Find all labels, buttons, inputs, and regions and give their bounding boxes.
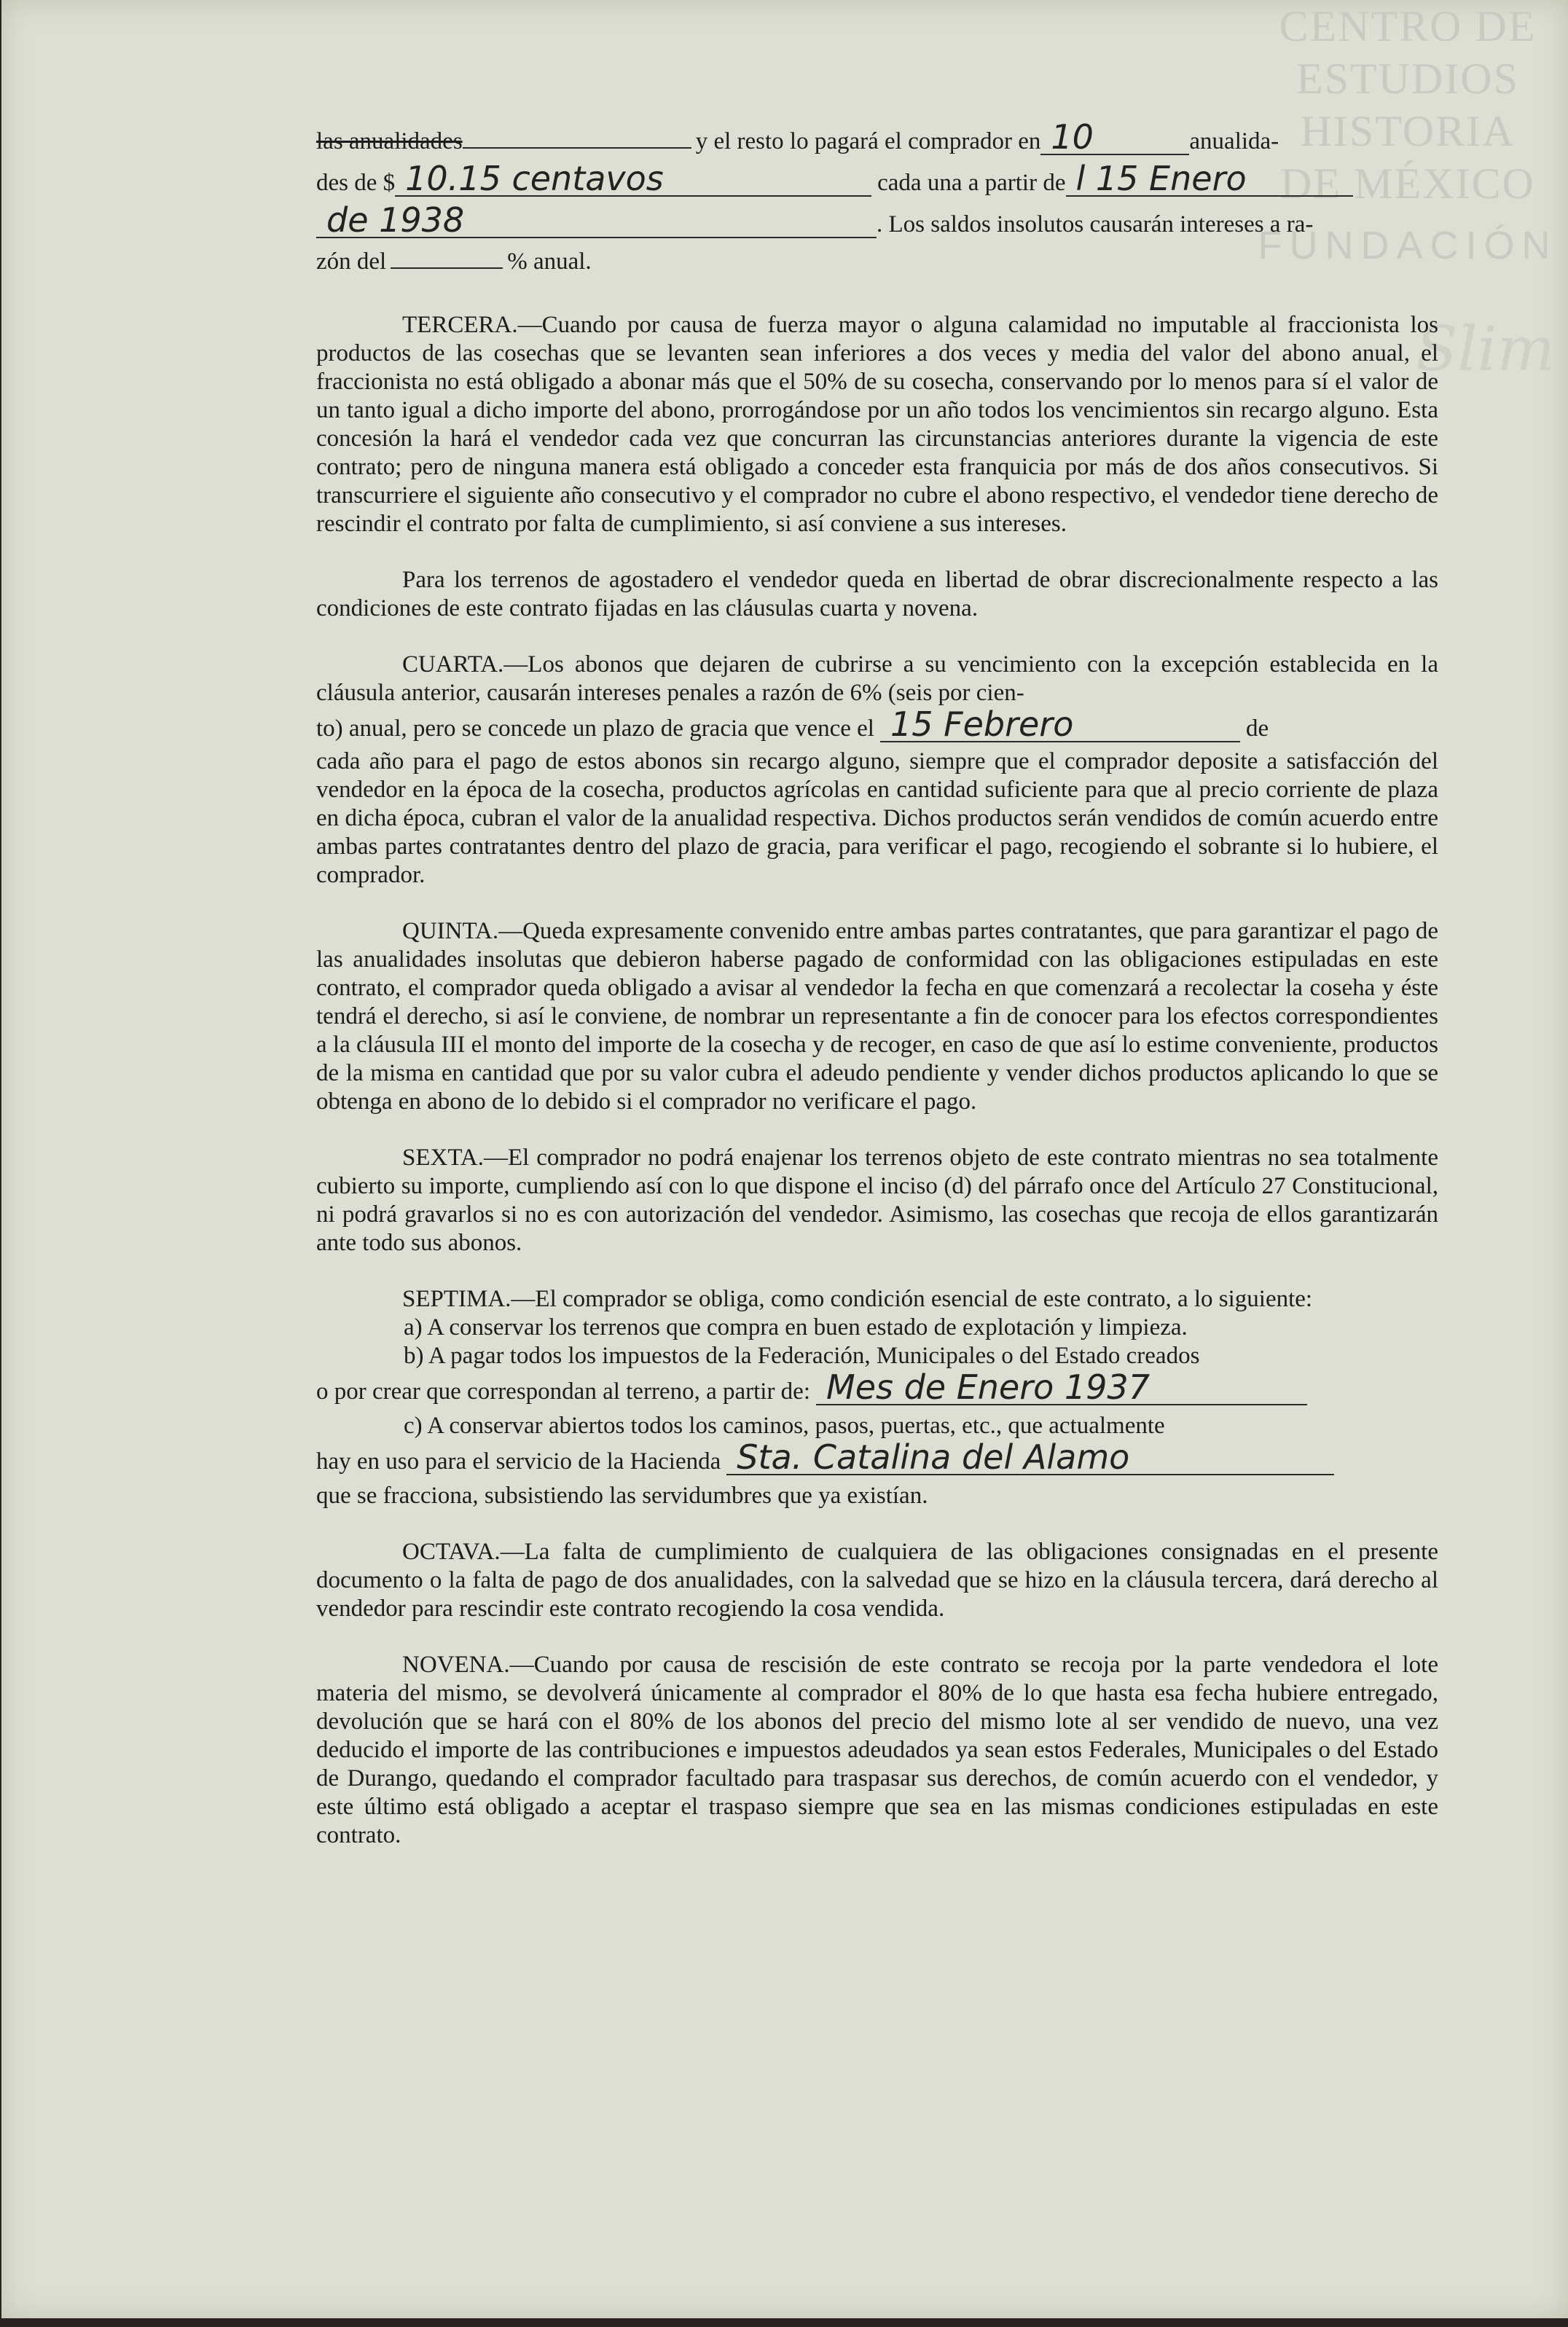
clause-octava: OCTAVA.—La falta de cumplimiento de cualquiera de las obligaciones consignadas en el presente documento o la falta de pago de dos anualidades, con la salvedad que se hizo en la cláusula tercera, dará derecho al vendedor para rescindir este contrato recogiendo la cosa vendida. (316, 1539, 1438, 1622)
handwritten-year: de 1938 (316, 203, 877, 238)
septima-item-b: b) A pagar todos los impuestos de la Federación, Municipales o del Estado creados (404, 1343, 1200, 1369)
watermark-signature: Slim (1416, 313, 1555, 385)
handwritten-tax-start: Mes de Enero 1937 (816, 1370, 1307, 1405)
header-text: % anual. (507, 248, 592, 275)
header-text: zón del (316, 248, 387, 275)
septima-date-line (316, 1367, 1438, 1407)
header-line-3 (316, 200, 1438, 240)
clause-text: to) anual, pero se concede un plazo de gracia que vence el (316, 715, 874, 742)
blank-field (463, 147, 691, 149)
clause-cuarta-cont: cada año para el pago de estos abonos sin recargo alguno, siempre que el comprador deposite a satisfacción del vendedor en la época de la cosecha, productos agrícolas en cantidad suficiente para que al precio corriente de plaza en dicha época, cubran el valor de la anualidad respectiva. Dichos productos serán vendidos de común acuerdo entre ambas partes contratantes dentro del plazo de gracia, para verificar el pago, recogiendo el sobrante si lo hubiere, el comprador. (316, 748, 1438, 888)
struck-text: las anualidades (316, 128, 463, 154)
header-text: des de $ (316, 170, 396, 196)
header-line-4 (316, 248, 1438, 276)
septima-item-c: c) A conservar abiertos todos los caminos, pasos, puertas, etc., que actualmente (404, 1413, 1165, 1439)
clause-cuarta: CUARTA.—Los abonos que dejaren de cubrirse a su vencimiento con la excepción establecida en la cláusula anterior, causarán intereses penales a razón de 6% (seis por cien- (316, 651, 1438, 706)
blank-field (391, 267, 503, 269)
clause-tercera: TERCERA.—Cuando por causa de fuerza mayor o alguna calamidad no imputable al fraccionista los productos de las cosechas que se levanten sean inferiores a dos veces y media del valor del abono anual, el fraccionista no está obligado a abonar más que el 50% de su cosecha, conservando por lo menos para sí el valor de un tanto igual a dicho importe del abono, prorrogándose por un año todos los vencimientos sin recargo alguno. Esta concesión la hará el vendedor cada vez que concurran las circunstancias anteriores durante la vigencia de este contrato; pero de ninguna manera está obligado a conceder esta franquicia por más de dos años consecutivos. Si transcurriere el siguiente año consecutivo y el comprador no cubre el abono respectivo, el vendedor tiene derecho de rescindir el contrato por falta de cumplimiento, si así conviene a sus intereses. (316, 312, 1438, 537)
clause-text: de (1245, 715, 1269, 742)
watermark-line: HISTORIA (1300, 107, 1516, 155)
header-text: cada una a partir de (877, 170, 1066, 196)
header-text: anualida- (1189, 128, 1279, 154)
handwritten-start-date: l 15 Enero (1066, 162, 1353, 197)
clause-sexta: SEXTA.—El comprador no podrá enajenar los terrenos objeto de este contrato mientras no sea totalmente cubierto su importe, cumpliendo así con lo que dispone el inciso (d) del párrafo once del Artículo 27 Constitucional, ni podrá gravarlos si no es con autorización del vendedor. Asimismo, las cosechas que recoja de ellos garantizarán ante todo sus abonos. (316, 1145, 1438, 1256)
watermark-line: CENTRO DE (1279, 2, 1537, 50)
handwritten-grace-date: 15 Febrero (880, 707, 1240, 742)
cuarta-grace-line (316, 707, 1438, 743)
clause-text: o por crear que correspondan al terreno, a partir de: (316, 1378, 810, 1405)
watermark-line: FUNDACIÓN (1258, 224, 1558, 267)
septima-closing: que se fracciona, subsistiendo las servidumbres que ya existían. (316, 1483, 928, 1509)
header-text: . Los saldos insolutos causarán intereses a ra- (877, 211, 1314, 238)
document-page (1, 0, 1568, 2318)
handwritten-hacienda: Sta. Catalina del Alamo (726, 1440, 1334, 1475)
header-text: y el resto lo pagará el comprador en (695, 128, 1041, 154)
clause-septima: SEPTIMA.—El comprador se obliga, como condición esencial de este contrato, a lo siguiente: (402, 1286, 1313, 1312)
watermark-line: DE MÉXICO (1280, 160, 1535, 208)
clause-novena: NOVENA.—Cuando por causa de rescisión de este contrato se recoja por la parte vendedora el lote materia del mismo, se devolverá únicamente al comprador el 80% de lo que hasta esa fecha hubiere entregado, devolución que se hará con el 80% de los abonos del precio del mismo lote al ser vendido de nuevo, una vez deducido el importe de las contribuciones e impuestos adeudados ya sean estos Federales, Municipales o del Estado de Durango, quedando el comprador facultado para traspasar sus derechos, de común acuerdo con el vendedor, y este último está obligado a aceptar el traspaso siempre que sea en las mismas condiciones estipuladas en este contrato. (316, 1652, 1438, 1848)
septima-hacienda-line (316, 1437, 1438, 1477)
paragraph-agostadero: Para los terrenos de agostadero el vendedor queda en libertad de obrar discrecionalmente respecto a las condiciones de este contrato fijadas en las cláusulas cuarta y novena. (316, 567, 1438, 621)
watermark-line: ESTUDIOS (1295, 55, 1519, 103)
clause-text: hay en uso para el servicio de la Hacienda (316, 1448, 721, 1475)
header-line-2 (316, 159, 1438, 198)
handwritten-annualities: 10 (1040, 120, 1189, 155)
septima-item-a: a) A conservar los terrenos que compra en buen estado de explotación y limpieza. (404, 1314, 1188, 1341)
clause-quinta: QUINTA.—Queda expresamente convenido entre ambas partes contratantes, que para garantizar el pago de las anualidades insolutas que debieron haberse pagado de conformidad con las obligaciones estipuladas en este contrato, el comprador queda obligado a avisar al vendedor la fecha en que comenzará a recolectar la coseha y éste tendrá el derecho, si así le conviene, de nombrar un representante a fin de conocer para los efectos correspondientes a la cláusula III el monto del importe de la cosecha y de recoger, en caso de que así lo estime conveniente, productos de la misma en cantidad que por su valor cubra el adeudo pendiente y vender dichos productos aplicando lo que se obtenga en abono de lo debido si el comprador no verificare el pago. (316, 918, 1438, 1115)
handwritten-amount: 10.15 centavos (395, 162, 871, 197)
